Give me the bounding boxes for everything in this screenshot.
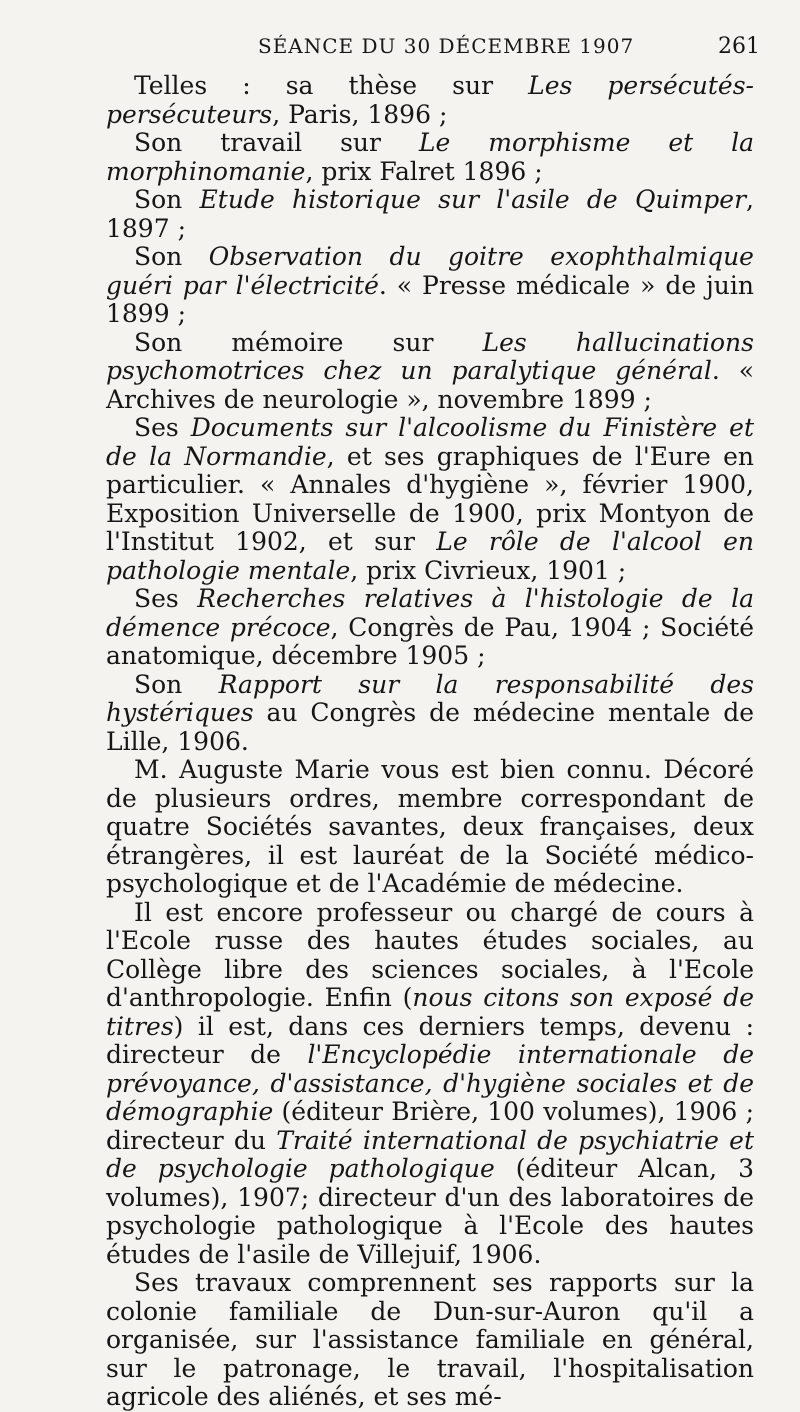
text-run: (éditeur Brière, 100 volumes), 1906 ; directeur du [106,1097,754,1155]
italic-title: Rapport sur la responsabilité des hystériques [106,669,754,727]
paragraph [106,1269,754,1412]
running-header [108,34,760,68]
text-run: , 1897 ; [106,185,754,243]
italic-title: Documents sur l'alcoolisme du Finistère et de la Normandie [106,413,754,471]
italic-title: Traité international de psychiatrie et de psychologie pathologique [106,1125,754,1183]
paragraph [106,756,754,899]
text-run: Son travail sur [134,128,419,157]
text-run: Ses [134,584,198,613]
italic-title: l'Encyclopédie internationale de prévoyance, d'assistance, d'hygiène sociales et de démographie [106,1040,754,1126]
text-run: Ses [134,413,191,442]
italic-title: Les persécutés-persécuteurs [106,71,754,129]
header-title: SÉANCE DU 30 DÉCEMBRE 1907 [258,34,635,58]
text-run: , et ses graphiques de l'Eure en particulier. « Annales d'hygiène », février 1900, Exposition Universelle de 1900, prix Montyon de l'Institut 1902, et sur [106,441,754,556]
text-run: au Congrès de médecine mentale de Lille, 1906. [106,698,754,756]
text-run: M. Auguste Marie vous est bien connu. Décoré de plusieurs ordres, membre correspondant de quatre Sociétés savantes, deux françaises, deux étrangères, il est lauréat de la Société médico-psychologique et de l'Académie de médecine. [106,755,754,898]
paragraph [106,414,754,585]
text-run: . « Archives de neurologie », novembre 1899 ; [106,356,754,414]
text-run: , prix Civrieux, 1901 ; [350,555,627,585]
paragraph [106,671,754,757]
text-run: Son [134,669,219,699]
text-run: . « Presse médicale » de juin 1899 ; [106,270,754,328]
text-run: Ses travaux comprennent ses rapports sur la colonie familiale de Dun-sur-Auron qu'il a organisée, sur l'assistance familiale en général, sur le patronage, le travail, l'hospitalisation agricole des aliénés, et ses mé- [106,1268,754,1411]
italic-title: Observation du goitre exophthalmique guéri par l'électricité [106,242,754,300]
italic-title: Etude historique sur l'asile de Quimper [199,185,747,214]
italic-title: nous citons son exposé de titres [106,983,755,1041]
text-run: , Paris, 1896 ; [272,99,448,129]
paragraph [106,899,754,1270]
text-run: Son mémoire sur [134,327,483,357]
text-run: Son [134,185,200,214]
italic-title: Les hallucinations psychomotrices chez un paralytique général [106,327,754,385]
text-run: Telles : sa thèse sur [134,71,529,100]
paragraph [106,129,754,186]
italic-title: Le morphisme et la morphinomanie [106,128,754,186]
text-run: ) il est, dans ces derniers temps, devenu : directeur de [106,1011,754,1069]
text-run: , Congrès de Pau, 1904 ; Société anatomique, décembre 1905 ; [106,612,754,670]
paragraph [106,585,754,671]
paragraph [106,243,754,329]
paragraph [106,329,754,415]
body-text [106,72,754,1412]
paragraph [106,72,754,129]
paragraph [106,186,754,243]
text-run: Son [134,242,209,271]
text-run: Il est encore professeur ou chargé de cours à l'Ecole russe des hautes études sociales, au Collège libre des sciences sociales, à l'Ecole d'anthropologie. Enfin ( [106,897,754,1012]
italic-title: Recherches relatives à l'histologie de la démence précoce [106,584,755,642]
text-run: , prix Falret 1896 ; [305,156,543,186]
page-number: 261 [718,34,760,59]
italic-title: Le rôle de l'alcool en pathologie mentale [106,527,754,585]
text-run: (éditeur Alcan, 3 volumes), 1907; directeur d'un des laboratoires de psychologie pathologique à l'Ecole des hautes études de l'asile de Villejuif, 1906. [106,1154,754,1269]
